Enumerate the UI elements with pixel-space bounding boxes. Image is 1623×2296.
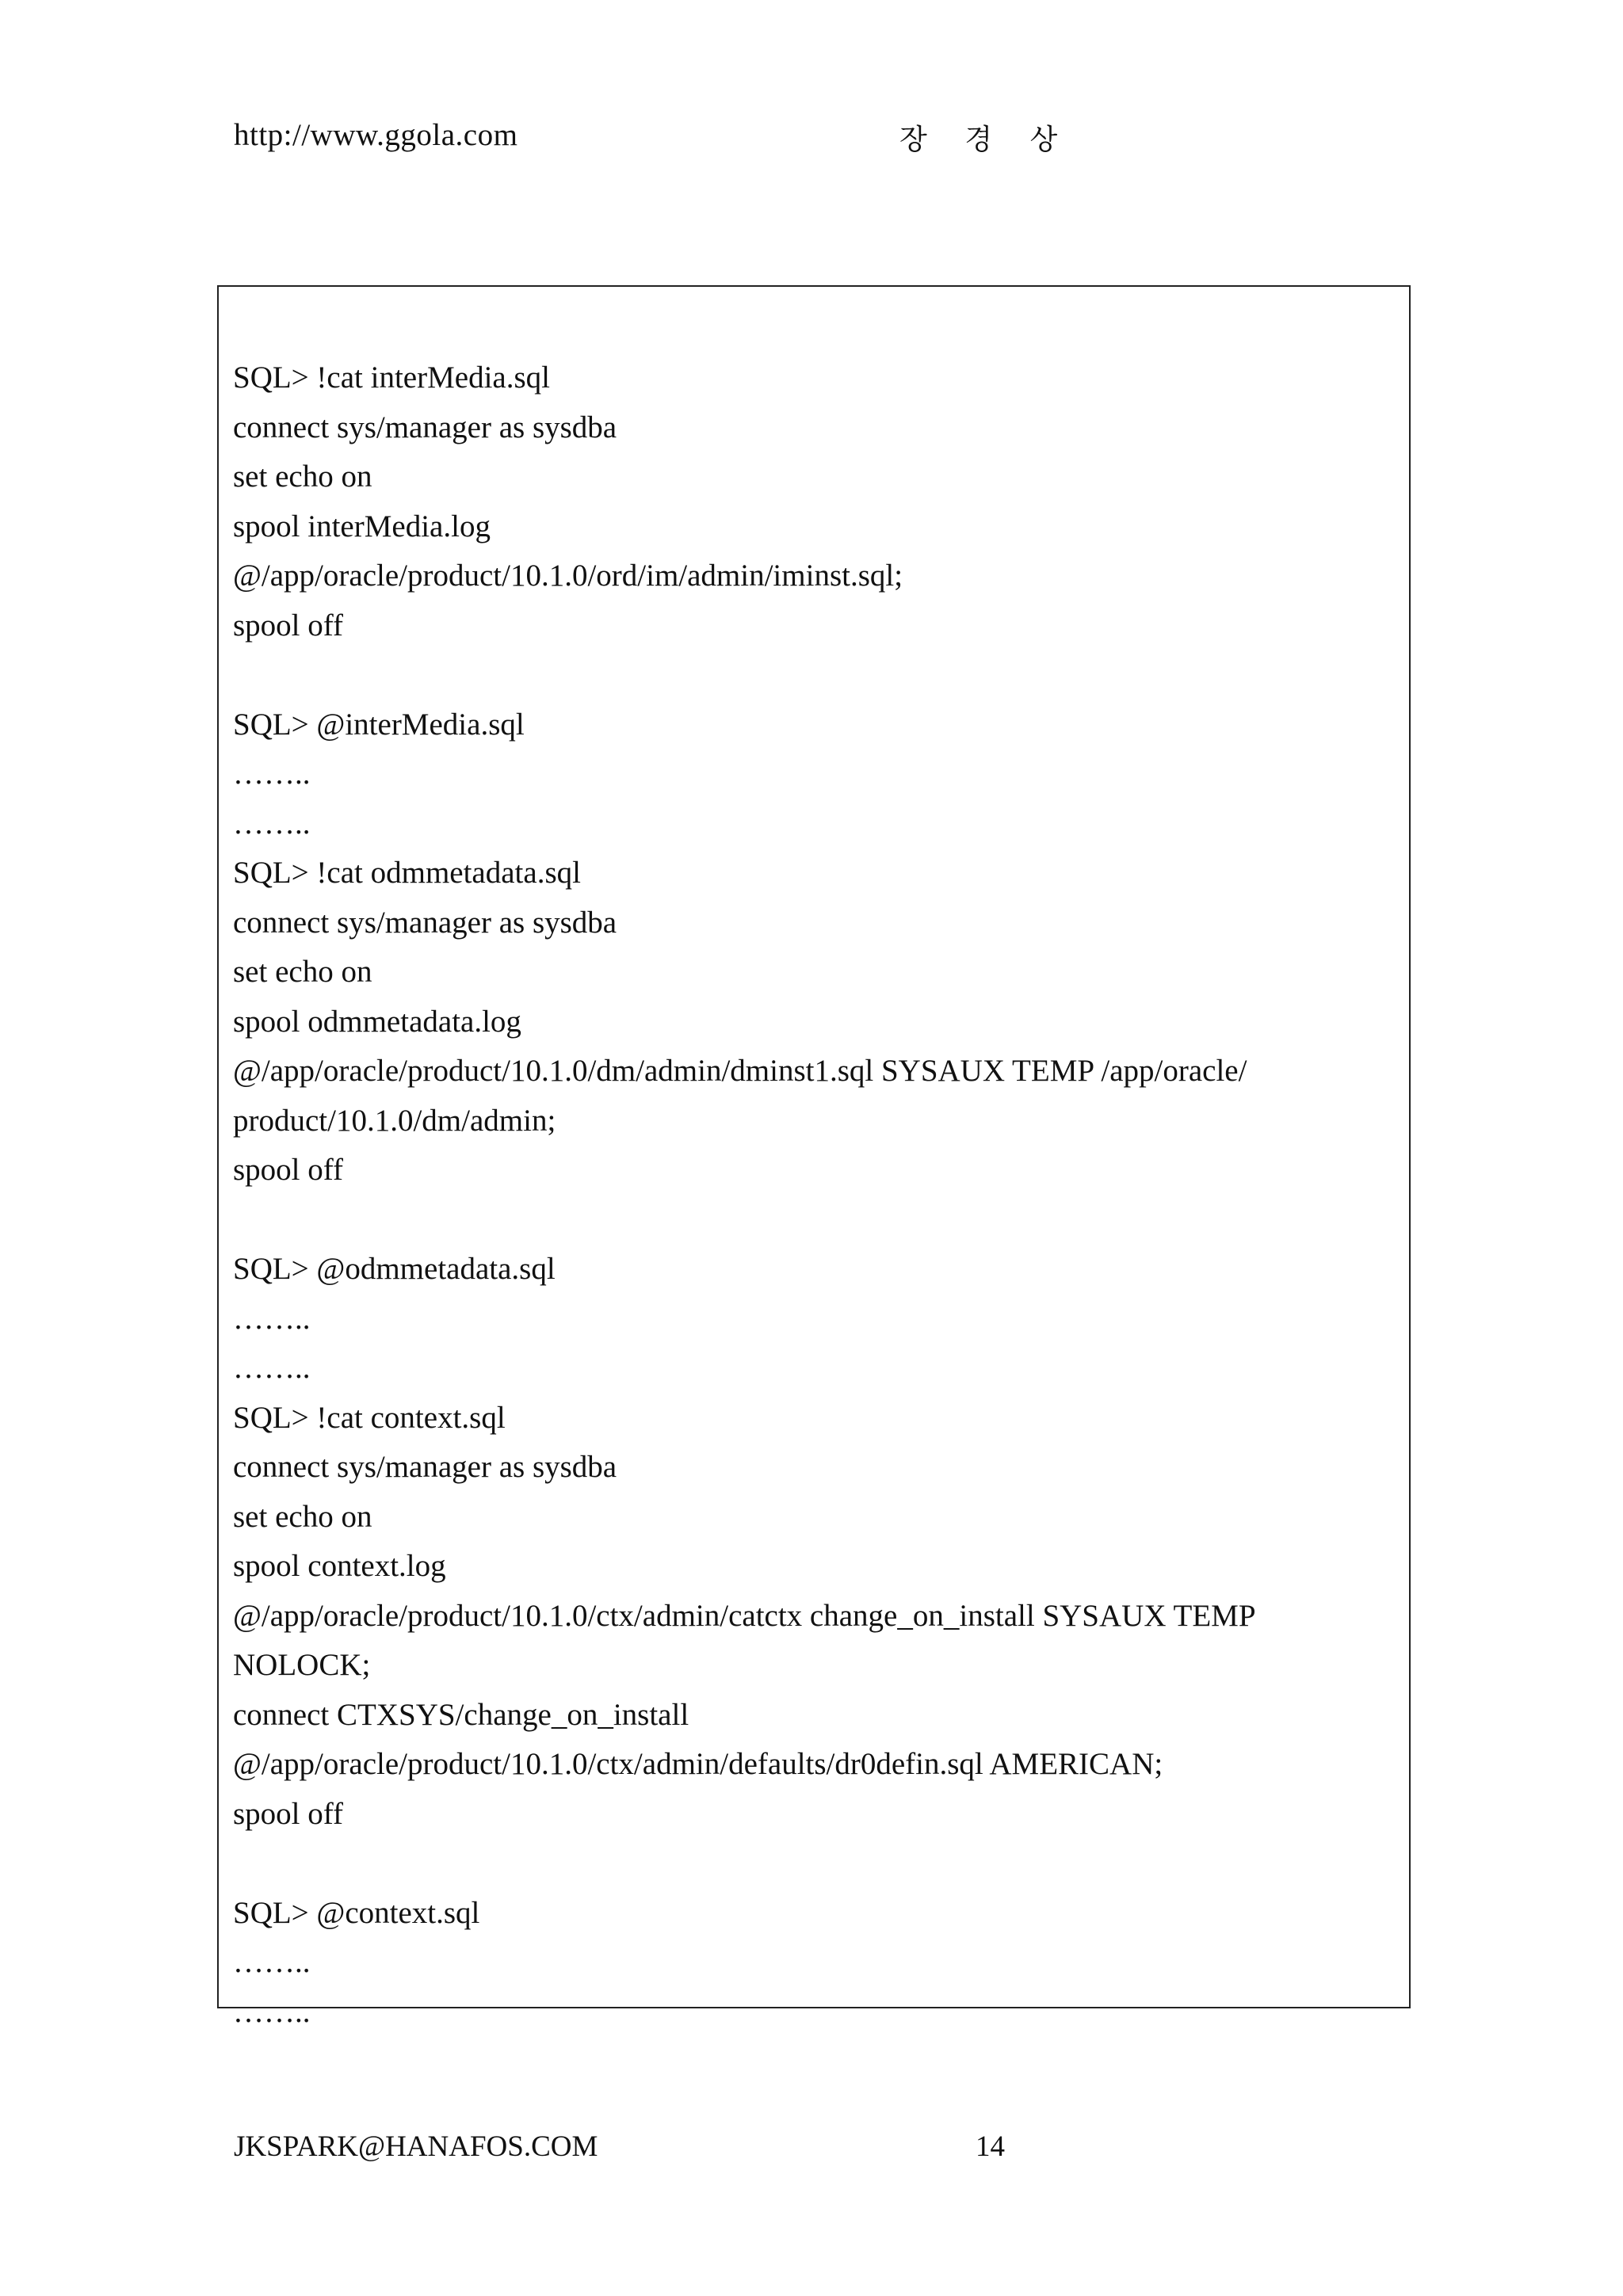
page-header [234, 117, 1391, 165]
code-line: NOLOCK; [233, 1648, 371, 1682]
code-line: set echo on [233, 1499, 372, 1534]
code-line: connect sys/manager as sysdba [233, 410, 617, 444]
code-line: connect sys/manager as sysdba [233, 905, 617, 940]
code-line: …….. [233, 1994, 311, 2029]
code-line [233, 1839, 1395, 1889]
code-line: SQL> @interMedia.sql [233, 707, 525, 742]
code-line: …….. [233, 1945, 311, 1979]
code-line: spool context.log [233, 1549, 446, 1583]
code-line: SQL> @odmmetadata.sql [233, 1252, 556, 1286]
code-line: spool off [233, 1796, 344, 1831]
code-line: connect CTXSYS/change_on_install [233, 1697, 689, 1732]
code-line: SQL> !cat odmmetadata.sql [233, 856, 581, 890]
code-line [233, 650, 1395, 700]
code-line: spool interMedia.log [233, 509, 491, 543]
code-line: set echo on [233, 955, 372, 989]
code-line: …….. [233, 806, 311, 841]
code-line: spool odmmetadata.log [233, 1004, 521, 1039]
code-line: connect sys/manager as sysdba [233, 1450, 617, 1484]
code-line: …….. [233, 757, 311, 791]
code-box [217, 285, 1411, 2029]
code-lines [233, 353, 1395, 2037]
header-author: 장 경 상 [899, 124, 1072, 156]
code-line: SQL> !cat interMedia.sql [233, 360, 550, 395]
code-line: …….. [233, 1351, 311, 1385]
code-line: spool off [233, 608, 344, 643]
page-number: 14 [976, 2130, 1005, 2163]
code-line [233, 1196, 1395, 1245]
footer-email[interactable]: JKSPARK@HANAFOS.COM [234, 2130, 598, 2163]
page-footer [234, 2130, 1391, 2177]
code-line: @/app/oracle/product/10.1.0/dm/admin/dminst1.sql SYSAUX TEMP /app/oracle/ [233, 1054, 1247, 1088]
code-line: product/10.1.0/dm/admin; [233, 1103, 556, 1138]
code-line: @/app/oracle/product/10.1.0/ctx/admin/catctx change_on_install SYSAUX TEMP [233, 1598, 1256, 1633]
code-line: SQL> !cat context.sql [233, 1400, 506, 1435]
code-line: SQL> @context.sql [233, 1895, 480, 1930]
code-line: @/app/oracle/product/10.1.0/ord/im/admin/iminst.sql; [233, 559, 903, 593]
code-line: set echo on [233, 460, 372, 494]
header-url[interactable]: http://www.ggola.com [234, 118, 518, 152]
code-line: @/app/oracle/product/10.1.0/ctx/admin/defaults/dr0defin.sql AMERICAN; [233, 1747, 1163, 1781]
code-line: spool off [233, 1153, 344, 1187]
code-line: …….. [233, 1301, 311, 1336]
